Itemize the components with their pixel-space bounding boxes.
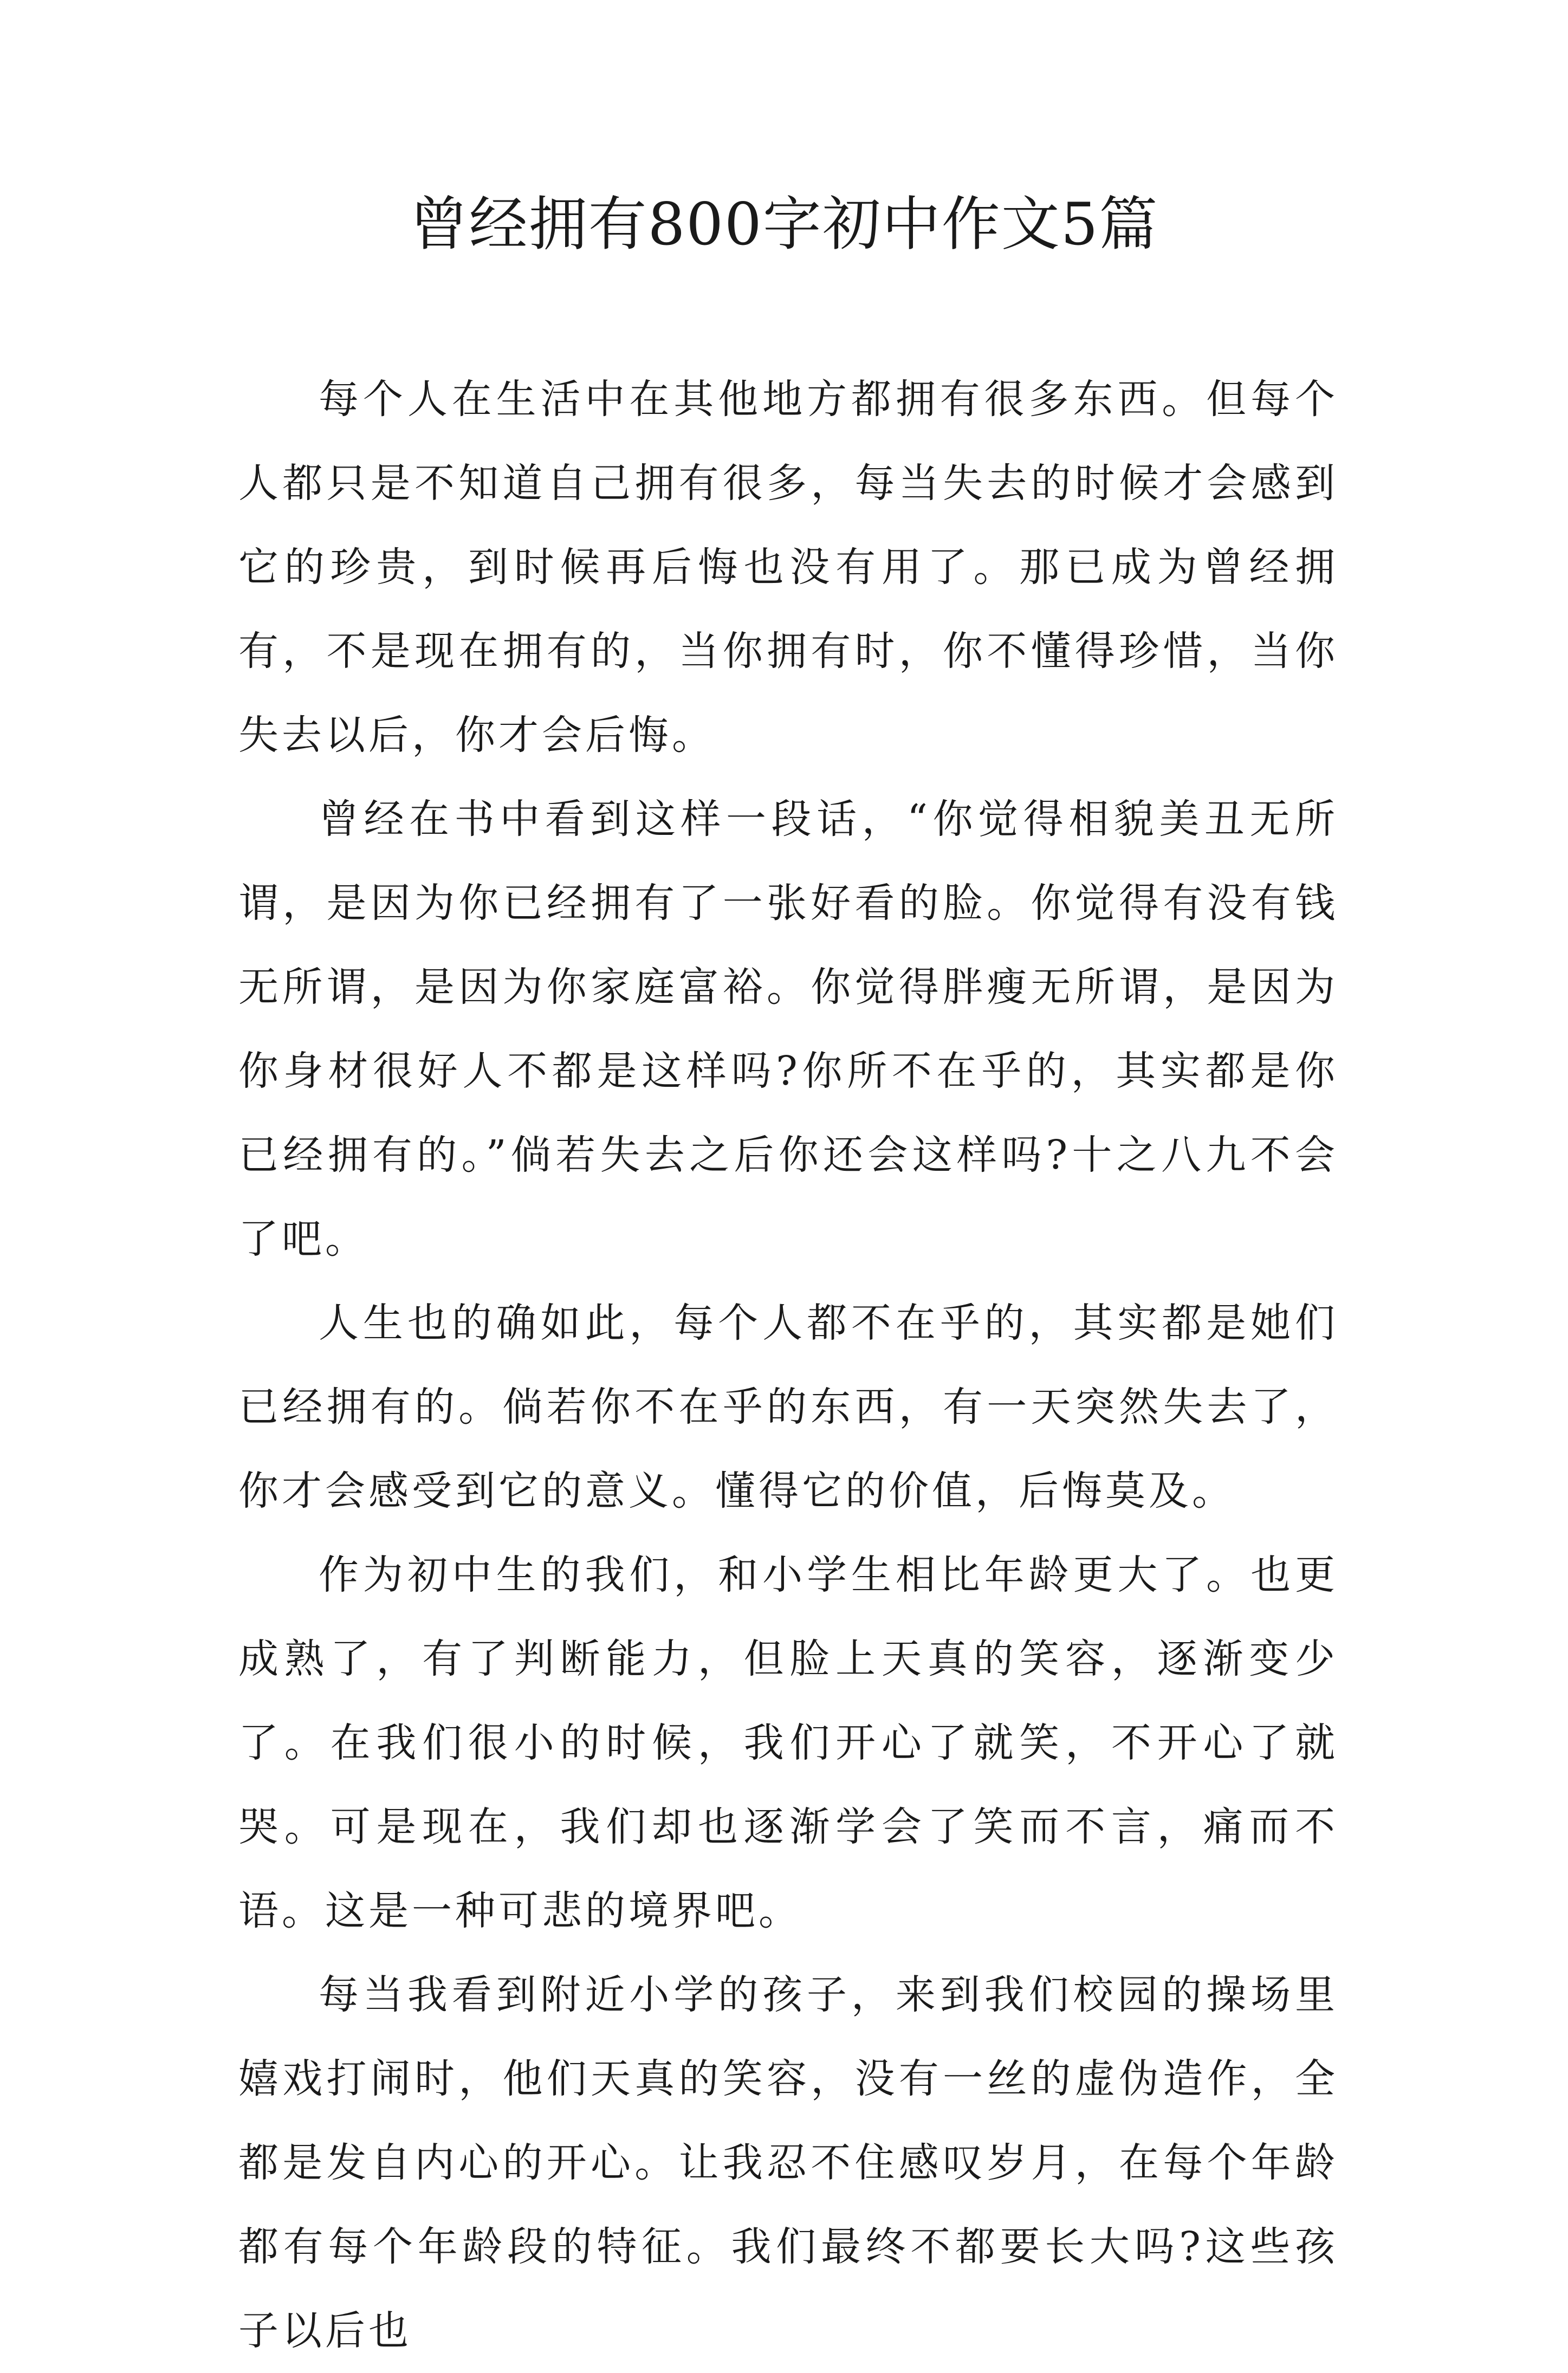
paragraph-1: 每个人在生活中在其他地方都拥有很多东西。但每个人都只是不知道自己拥有很多，每当失去的时候才会感到它的珍贵，到时候再后悔也没有用了。那已成为曾经拥有，不是现在拥有的，当你拥有时，你不懂得珍惜，当你失去以后，你才会后悔。 xyxy=(238,376,1338,758)
paragraph-2: 曾经在书中看到这样一段话，“你觉得相貌美丑无所谓，是因为你已经拥有了一张好看的脸。你觉得有没有钱无所谓，是因为你家庭富裕。你觉得胖瘦无所谓，是因为你身材很好人不都是这样吗?你所不在乎的，其实都是你已经拥有的。”倘若失去之后你还会这样吗?十之八九不会了吧。 xyxy=(238,796,1338,1262)
paragraph-3: 人生也的确如此，每个人都不在乎的，其实都是她们已经拥有的。倘若你不在乎的东西，有一天突然失去了，你才会感受到它的意义。懂得它的价值，后悔莫及。 xyxy=(238,1300,1338,1514)
paragraph-4: 作为初中生的我们，和小学生相比年龄更大了。也更成熟了，有了判断能力，但脸上天真的笑容，逐渐变少了。在我们很小的时候，我们开心了就笑，不开心了就哭。可是现在，我们却也逐渐学会了笑而不言，痛而不语。这是一种可悲的境界吧。 xyxy=(238,1552,1338,1934)
document-title: 曾经拥有800字初中作文5篇 xyxy=(409,191,1159,258)
paragraph-5: 每当我看到附近小学的孩子，来到我们校园的操场里嬉戏打闹时，他们天真的笑容，没有一丝的虚伪造作，全都是发自内心的开心。让我忍不住感叹岁月，在每个年龄都有每个年龄段的特征。我们最终不都要长大吗?这些孩子以后也 xyxy=(238,1972,1338,2354)
document-body xyxy=(238,358,1338,2373)
